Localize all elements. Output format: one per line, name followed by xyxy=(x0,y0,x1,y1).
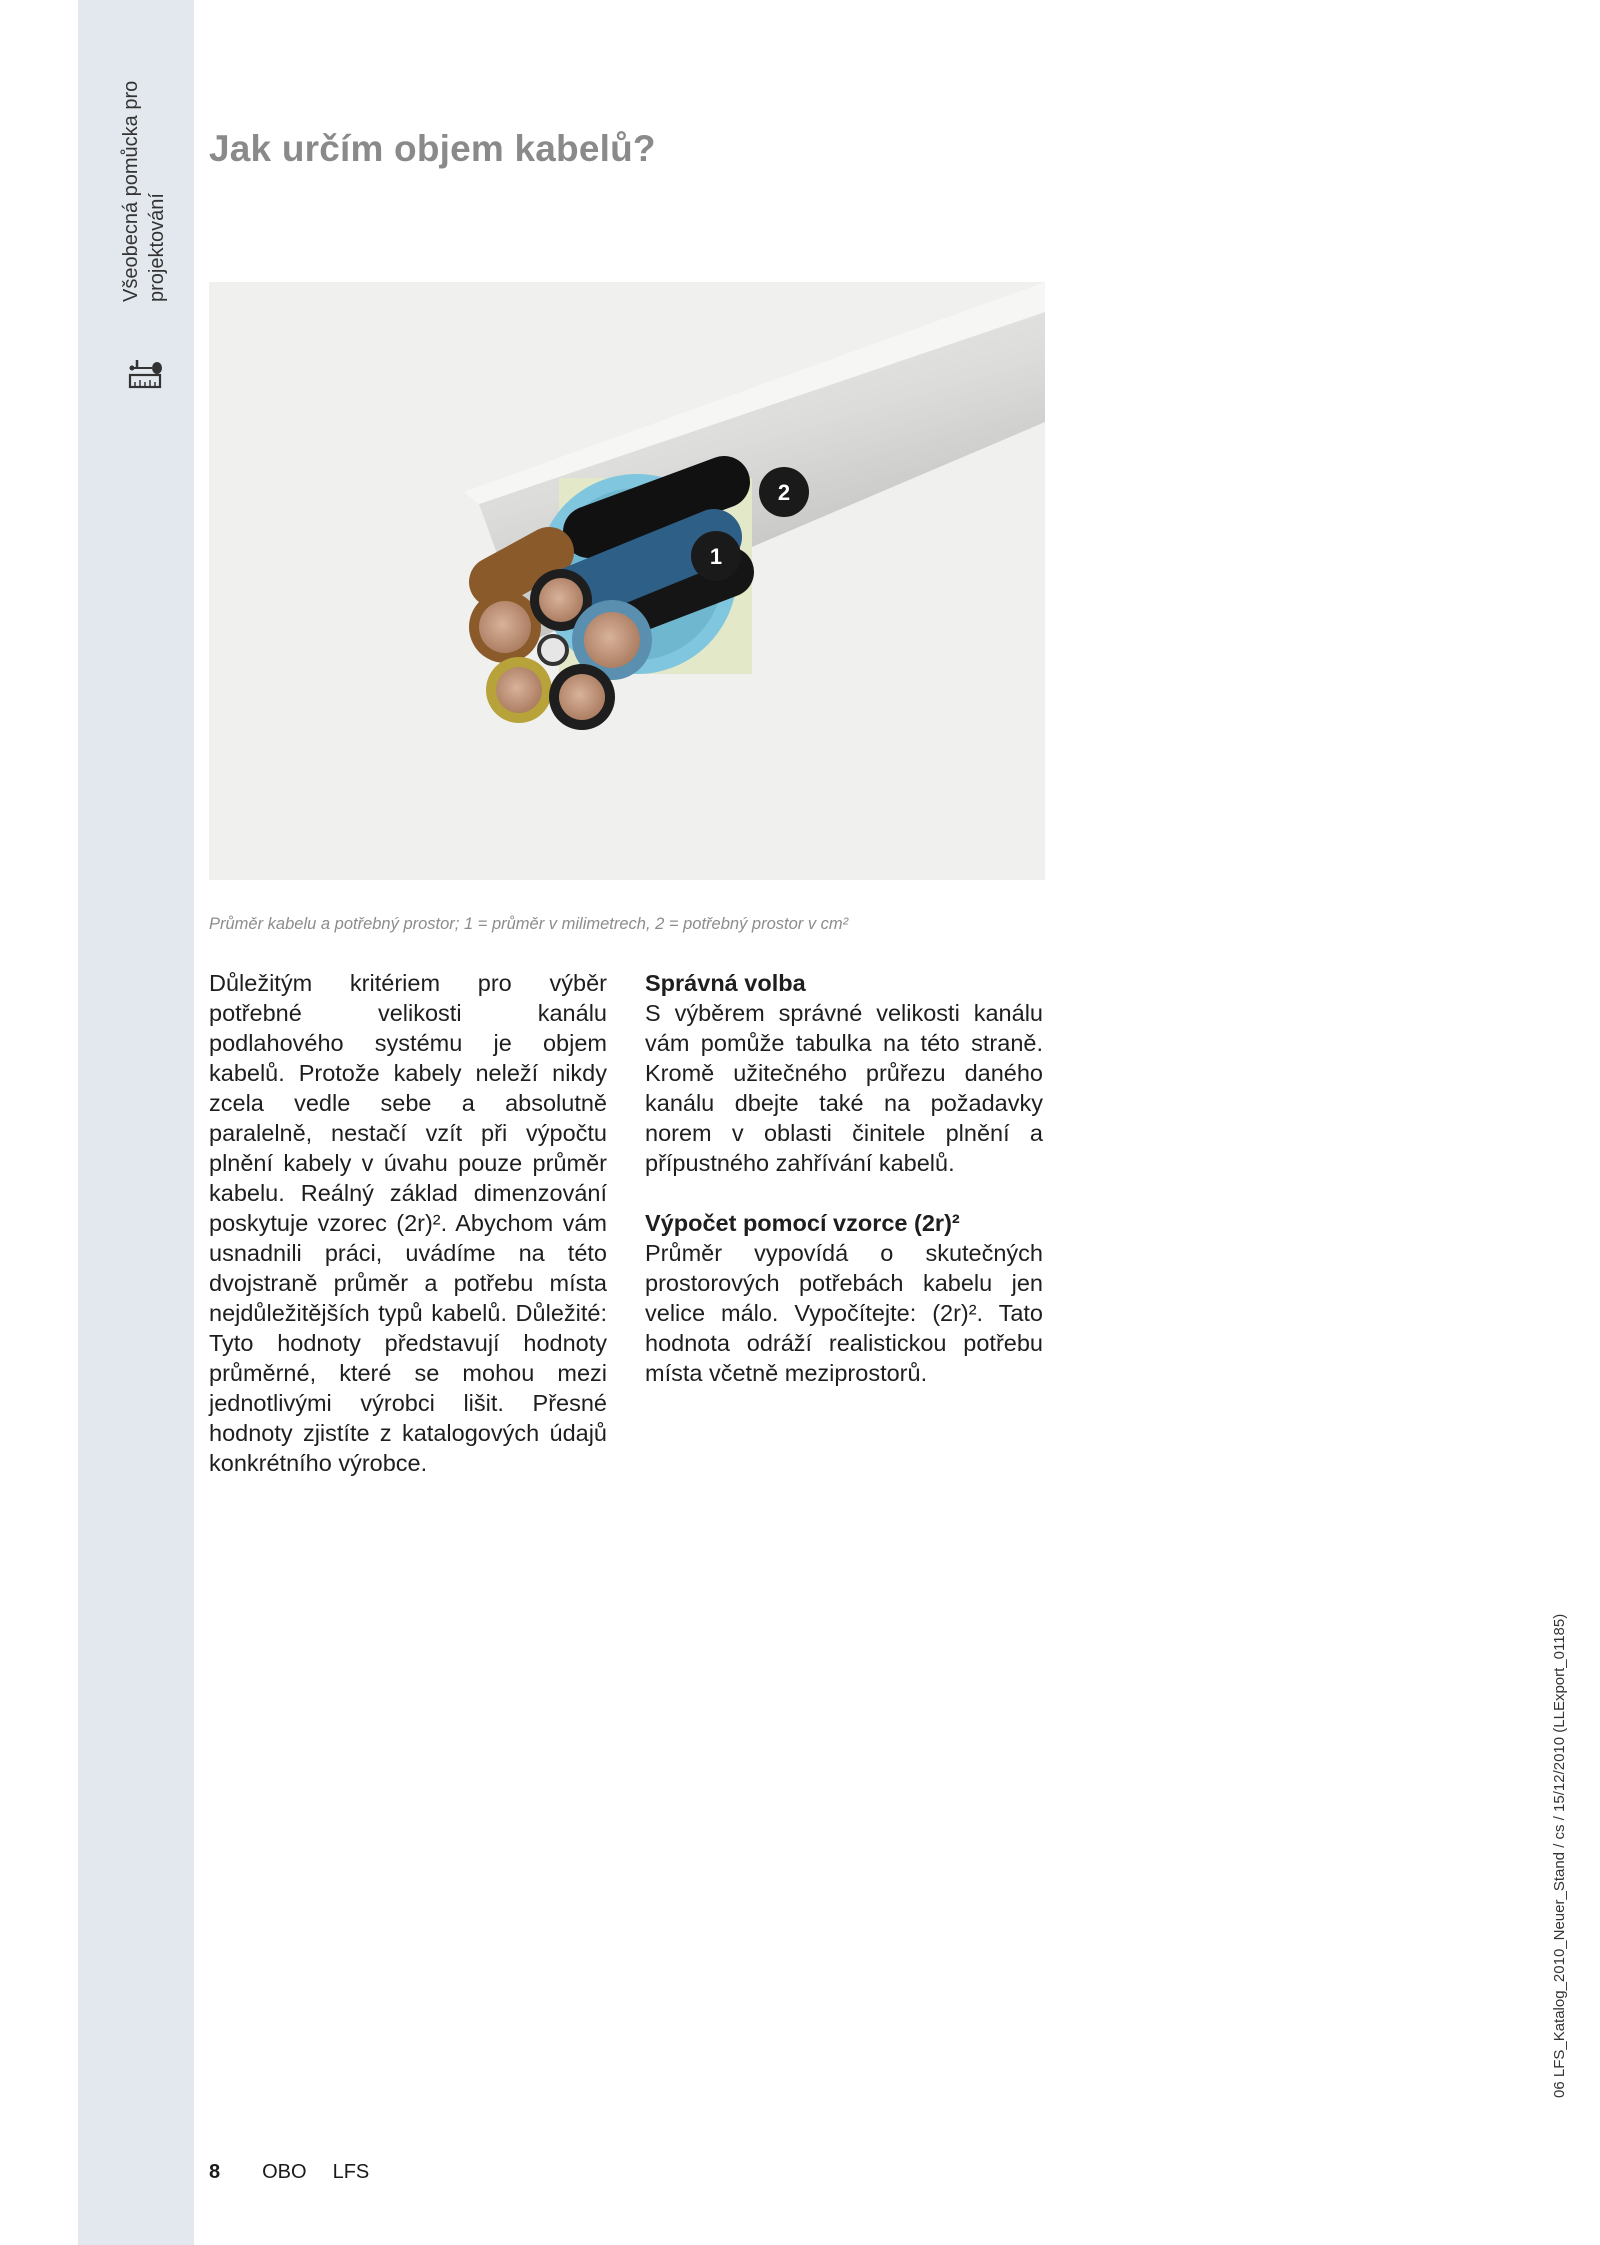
brand-name: OBO xyxy=(262,2161,307,2183)
page-title: Jak určím objem kabelů? xyxy=(209,128,656,169)
section-heading-vypocet: Výpočet pomocí vzorce (2r)² xyxy=(645,1210,960,1236)
ruler-tools-icon xyxy=(128,356,164,390)
sidebar-section-title xyxy=(118,81,170,302)
core-neutral xyxy=(539,636,567,664)
sidebar-title-line-2: projektování xyxy=(146,193,168,302)
cable-illustration xyxy=(209,282,1045,880)
left-column xyxy=(209,968,607,1478)
cable-figure xyxy=(209,282,1045,880)
sidebar-title-line-1: Všeobecná pomůcka pro xyxy=(120,80,142,302)
sidebar xyxy=(78,0,194,2245)
label-2: 2 xyxy=(777,480,791,505)
right-column xyxy=(645,968,1043,1388)
product-name: LFS xyxy=(332,2161,370,2183)
page-footer xyxy=(209,2161,369,2184)
section-text-vypocet: Průměr vypovídá o skutečných prostorových potřebách kabelu jen velice málo. Vypočítejte: (2r)². Tato hodnota odráží realistickou potřebu místa včetně meziprostorů. xyxy=(645,1240,1043,1386)
section-heading-spravna-volba: Správná volba xyxy=(645,970,806,996)
page-number: 8 xyxy=(209,2161,221,2183)
intro-paragraph: Důležitým kritériem pro výběr potřebné velikosti kanálu podlahového systému je objem kabelů. Protože kabely neleží nikdy zcela vedle sebe a absolutně paralelně, nestačí vzít při výpočtu plnění kabely v úvahu pouze průměr kabelu. Reálný základ dimenzování poskytuje vzorec (2r)². Abychom vám usnadnili práci, uvádíme na této dvojstraně průměr a potřebu místa nejdůležitějších typů kabelů. Důležité: Tyto hodnoty představují hodnoty průměrné, které se mohou mezi jednotlivými výrobci lišit. Přesné hodnoty zjistíte z katalogových údajů konkrétního výrobce. xyxy=(209,970,607,1476)
export-info: 06 LFS_Katalog_2010_Neuer_Stand / cs / 15/12/2010 (LLExport_01185) xyxy=(1551,1613,1568,2098)
section-text-spravna-volba: S výběrem správné velikosti kanálu vám pomůže tabulka na této straně. Kromě užitečného průřezu daného kanálu dbejte také na požadavky norem v oblasti činitele plnění a přípustného zahřívání kabelů. xyxy=(645,1000,1043,1176)
label-1: 1 xyxy=(709,544,723,569)
figure-caption: Průměr kabelu a potřebný prostor; 1 = průměr v milimetrech, 2 = potřebný prostor v cm² xyxy=(209,915,849,933)
